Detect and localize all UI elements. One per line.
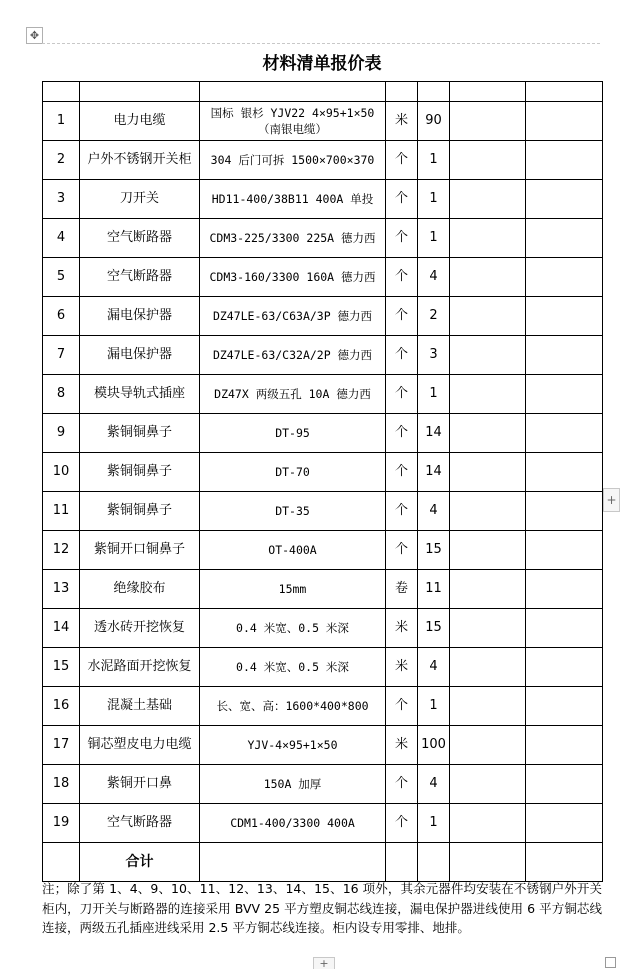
cell-amount[interactable] [526, 219, 603, 258]
cell-amount[interactable] [526, 492, 603, 531]
page-boundary-line [42, 43, 600, 44]
cell-spec[interactable]: 150A 加厚 [200, 765, 386, 804]
cell-unit[interactable]: 个 [386, 375, 418, 414]
cell-unit-price[interactable] [450, 336, 526, 375]
header-cell-unit[interactable] [386, 82, 418, 102]
cell-no[interactable]: 7 [43, 336, 80, 375]
total-cell-spec[interactable] [200, 843, 386, 882]
cell-unit[interactable]: 个 [386, 297, 418, 336]
table-row [43, 609, 603, 648]
total-cell-no[interactable] [43, 843, 80, 882]
cell-qty[interactable]: 15 [418, 609, 450, 648]
header-cell-qty[interactable] [418, 82, 450, 102]
cell-amount[interactable] [526, 297, 603, 336]
add-column-button[interactable] [603, 488, 620, 512]
cell-no[interactable]: 3 [43, 180, 80, 219]
cell-qty[interactable]: 15 [418, 531, 450, 570]
table-note: 注；除了第 1、4、9、10、11、12、13、14、15、16 项外，其余元器件均安装在不锈钢户外开关柜内，刀开关与断路器的连接采用 BVV 25 平方塑皮铜芯线连接，漏电保护器进线使用 6 平方铜芯线连接，两级五孔插座进线采用 2.5 平方铜芯线连接。柜内设专用零排、地排。 [42, 881, 602, 935]
cell-unit-price[interactable] [450, 687, 526, 726]
cell-qty[interactable]: 1 [418, 141, 450, 180]
cell-spec[interactable]: 长、宽、高：1600*400*800 [200, 687, 386, 726]
total-cell-unit-price[interactable] [450, 843, 526, 882]
cell-no[interactable]: 1 [43, 102, 80, 141]
cell-unit-price[interactable] [450, 765, 526, 804]
cell-spec[interactable]: DZ47LE-63/C32A/2P 德力西 [200, 336, 386, 375]
total-label[interactable]: 合计 [80, 843, 200, 882]
cell-no[interactable]: 11 [43, 492, 80, 531]
cell-no[interactable]: 13 [43, 570, 80, 609]
cell-name[interactable]: 紫铜铜鼻子 [80, 414, 200, 453]
cell-unit[interactable]: 个 [386, 141, 418, 180]
cell-unit-price[interactable] [450, 804, 526, 843]
table-row [43, 297, 603, 336]
cell-qty[interactable]: 1 [418, 375, 450, 414]
cell-no[interactable]: 9 [43, 414, 80, 453]
document-title: 材料清单报价表 [262, 54, 382, 74]
cell-unit-price[interactable] [450, 648, 526, 687]
cell-unit[interactable]: 卷 [386, 570, 418, 609]
cell-unit-price[interactable] [450, 180, 526, 219]
cell-no[interactable]: 5 [43, 258, 80, 297]
cell-unit[interactable]: 个 [386, 414, 418, 453]
cell-qty[interactable]: 2 [418, 297, 450, 336]
cell-name[interactable]: 空气断路器 [80, 258, 200, 297]
cell-spec[interactable]: DT-35 [200, 492, 386, 531]
cell-no[interactable]: 2 [43, 141, 80, 180]
cell-unit[interactable]: 个 [386, 492, 418, 531]
cell-unit[interactable]: 米 [386, 726, 418, 765]
plus-icon: + [319, 957, 329, 970]
cell-name[interactable]: 铜芯塑皮电力电缆 [80, 726, 200, 765]
table-row [43, 648, 603, 687]
table-row [43, 258, 603, 297]
cell-amount[interactable] [526, 180, 603, 219]
cell-unit[interactable]: 个 [386, 453, 418, 492]
cell-amount[interactable] [526, 726, 603, 765]
cell-no[interactable]: 8 [43, 375, 80, 414]
cell-name[interactable]: 透水砖开挖恢复 [80, 609, 200, 648]
cell-name[interactable]: 紫铜铜鼻子 [80, 453, 200, 492]
cell-qty[interactable]: 11 [418, 570, 450, 609]
cell-name[interactable]: 模块导轨式插座 [80, 375, 200, 414]
cell-unit-price[interactable] [450, 219, 526, 258]
cell-unit[interactable]: 个 [386, 765, 418, 804]
cell-no[interactable]: 12 [43, 531, 80, 570]
table-row [43, 492, 603, 531]
cell-name[interactable]: 紫铜铜鼻子 [80, 492, 200, 531]
table-move-handle-icon[interactable]: ✥ [26, 27, 43, 44]
cell-name[interactable]: 绝缘胶布 [80, 570, 200, 609]
cell-name[interactable]: 空气断路器 [80, 219, 200, 258]
cell-unit-price[interactable] [450, 297, 526, 336]
cell-amount[interactable] [526, 453, 603, 492]
cell-unit-price[interactable] [450, 726, 526, 765]
table-row [43, 141, 603, 180]
cell-qty[interactable]: 100 [418, 726, 450, 765]
cell-no[interactable]: 19 [43, 804, 80, 843]
cell-qty[interactable]: 4 [418, 258, 450, 297]
cell-no[interactable]: 6 [43, 297, 80, 336]
cell-qty[interactable]: 14 [418, 453, 450, 492]
cell-amount[interactable] [526, 414, 603, 453]
cell-qty[interactable]: 1 [418, 219, 450, 258]
total-row [43, 843, 603, 882]
total-cell-qty[interactable] [418, 843, 450, 882]
table-row [43, 102, 603, 141]
cell-spec[interactable]: DT-95 [200, 414, 386, 453]
cell-amount[interactable] [526, 336, 603, 375]
cell-spec[interactable]: CDM3-160/3300 160A 德力西 [200, 258, 386, 297]
cell-qty[interactable]: 4 [418, 492, 450, 531]
cell-unit-price[interactable] [450, 258, 526, 297]
header-cell-spec[interactable] [200, 82, 386, 102]
cell-spec[interactable]: OT-400A [200, 531, 386, 570]
cell-qty[interactable]: 1 [418, 687, 450, 726]
total-cell-amount[interactable] [526, 843, 603, 882]
table-row [43, 570, 603, 609]
cell-amount[interactable] [526, 609, 603, 648]
cell-qty[interactable]: 4 [418, 765, 450, 804]
cell-spec[interactable]: 304 后门可拆 1500×700×370 [200, 141, 386, 180]
total-cell-unit[interactable] [386, 843, 418, 882]
cell-unit[interactable]: 个 [386, 687, 418, 726]
cell-spec[interactable]: HD11-400/38B11 400A 单投 [200, 180, 386, 219]
cell-unit[interactable]: 米 [386, 102, 418, 141]
table-row [43, 804, 603, 843]
cell-no[interactable]: 4 [43, 219, 80, 258]
material-quote-table [42, 81, 603, 882]
cell-unit-price[interactable] [450, 570, 526, 609]
cell-spec[interactable]: DZ47X 两级五孔 10A 德力西 [200, 375, 386, 414]
cell-amount[interactable] [526, 141, 603, 180]
cell-unit[interactable]: 米 [386, 609, 418, 648]
cell-no[interactable]: 16 [43, 687, 80, 726]
table-row [43, 531, 603, 570]
cell-name[interactable]: 混凝土基础 [80, 687, 200, 726]
table-row [43, 765, 603, 804]
cell-name[interactable]: 电力电缆 [80, 102, 200, 141]
header-cell-no[interactable] [43, 82, 80, 102]
cell-spec[interactable]: 15mm [200, 570, 386, 609]
cell-name[interactable]: 紫铜开口铜鼻子 [80, 531, 200, 570]
cell-name[interactable]: 刀开关 [80, 180, 200, 219]
cell-unit-price[interactable] [450, 141, 526, 180]
cell-qty[interactable]: 90 [418, 102, 450, 141]
cell-no[interactable]: 17 [43, 726, 80, 765]
cell-no[interactable]: 15 [43, 648, 80, 687]
cell-unit-price[interactable] [450, 492, 526, 531]
cell-qty[interactable]: 4 [418, 648, 450, 687]
cell-unit-price[interactable] [450, 375, 526, 414]
cell-spec[interactable]: DZ47LE-63/C63A/3P 德力西 [200, 297, 386, 336]
cell-amount[interactable] [526, 375, 603, 414]
cell-unit[interactable]: 米 [386, 648, 418, 687]
table-row [43, 180, 603, 219]
cell-qty[interactable]: 1 [418, 180, 450, 219]
cell-unit-price[interactable] [450, 414, 526, 453]
cell-amount[interactable] [526, 258, 603, 297]
cell-spec[interactable]: CDM1-400/3300 400A [200, 804, 386, 843]
cell-name[interactable]: 户外不锈钢开关柜 [80, 141, 200, 180]
table-header-row [43, 82, 603, 102]
header-cell-amount[interactable] [526, 82, 603, 102]
cell-qty[interactable]: 14 [418, 414, 450, 453]
cell-name[interactable]: 紫铜开口鼻 [80, 765, 200, 804]
table-row [43, 453, 603, 492]
cell-amount[interactable] [526, 648, 603, 687]
cell-spec[interactable]: 国标 银杉 YJV22 4×95+1×50（南银电缆） [200, 102, 386, 141]
cell-no[interactable]: 14 [43, 609, 80, 648]
cell-amount[interactable] [526, 102, 603, 141]
table-row [43, 219, 603, 258]
cell-qty[interactable]: 1 [418, 804, 450, 843]
header-cell-unit-price[interactable] [450, 82, 526, 102]
cell-amount[interactable] [526, 687, 603, 726]
cell-no[interactable]: 18 [43, 765, 80, 804]
cell-name[interactable]: 空气断路器 [80, 804, 200, 843]
cell-unit-price[interactable] [450, 609, 526, 648]
cell-unit[interactable]: 个 [386, 804, 418, 843]
table-row [43, 687, 603, 726]
cell-spec[interactable]: 0.4 米宽、0.5 米深 [200, 609, 386, 648]
table-row [43, 336, 603, 375]
table-resize-handle[interactable] [605, 957, 616, 968]
table-row [43, 726, 603, 765]
cell-unit-price[interactable] [450, 453, 526, 492]
cell-amount[interactable] [526, 531, 603, 570]
cell-unit[interactable]: 个 [386, 336, 418, 375]
cell-spec[interactable]: DT-70 [200, 453, 386, 492]
add-row-button[interactable] [313, 957, 335, 969]
cell-unit[interactable]: 个 [386, 180, 418, 219]
cell-amount[interactable] [526, 804, 603, 843]
cell-unit-price[interactable] [450, 102, 526, 141]
cell-spec[interactable]: 0.4 米宽、0.5 米深 [200, 648, 386, 687]
cell-unit[interactable]: 个 [386, 531, 418, 570]
cell-name[interactable]: 漏电保护器 [80, 336, 200, 375]
cell-amount[interactable] [526, 765, 603, 804]
cell-no[interactable]: 10 [43, 453, 80, 492]
cell-amount[interactable] [526, 570, 603, 609]
table-body [43, 82, 603, 882]
cell-spec[interactable]: CDM3-225/3300 225A 德力西 [200, 219, 386, 258]
cell-unit[interactable]: 个 [386, 258, 418, 297]
cell-name[interactable]: 水泥路面开挖恢复 [80, 648, 200, 687]
table-row [43, 375, 603, 414]
cell-spec[interactable]: YJV-4×95+1×50 [200, 726, 386, 765]
plus-icon: + [606, 493, 617, 507]
cell-unit[interactable]: 个 [386, 219, 418, 258]
cell-qty[interactable]: 3 [418, 336, 450, 375]
cell-name[interactable]: 漏电保护器 [80, 297, 200, 336]
header-cell-name[interactable] [80, 82, 200, 102]
table-row [43, 414, 603, 453]
cell-unit-price[interactable] [450, 531, 526, 570]
